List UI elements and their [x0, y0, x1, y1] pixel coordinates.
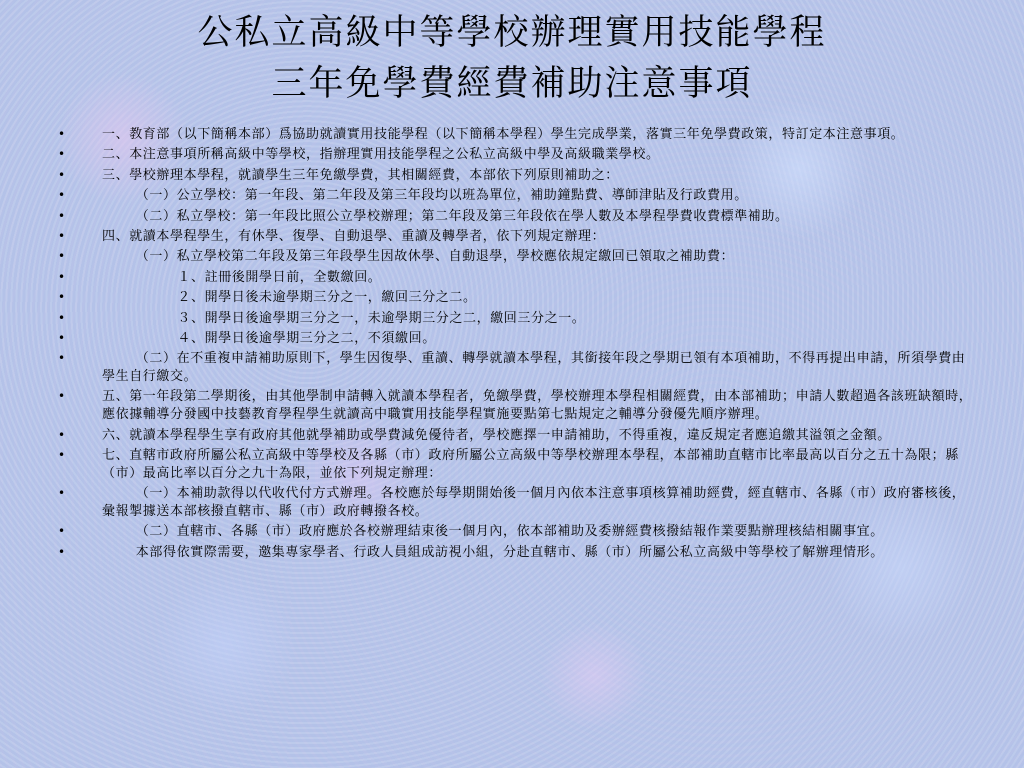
bullet-icon: •	[58, 147, 66, 162]
list-item	[58, 269, 978, 287]
title-line-1: 公私立高級中等學校辦理實用技能學程	[197, 13, 827, 53]
list-item-text: ３、開學日後逾學期三分之一，未逾學期三分之二，繳回三分之一。	[177, 310, 586, 326]
bullet-icon: •	[58, 310, 66, 325]
list-item-text: ２、開學日後未逾學期三分之一，繳回三分之二。	[177, 290, 477, 306]
list-item	[58, 388, 978, 424]
list-item-text: 五、第一年段第二學期後，由其他學制申請轉入就讀本學程者，免繳學費，學校辦理本學程相關經費，由本部補助；申請人數超過各該班缺額時，應依據輔導分發國中技藝教育學程學生就讀高中職實用技能學程實施要點第七點規定之輔導分發優先順序辦理。	[102, 389, 973, 423]
list-item-text: 二、本注意事項所稱高級中等學校，指辦理實用技能學程之公私立高級中學及高級職業學校。	[102, 147, 660, 163]
bullet-icon: •	[58, 269, 66, 284]
list-item-text: １、註冊後開學日前，全數繳回。	[177, 269, 382, 285]
list-item	[58, 350, 978, 386]
list-item	[58, 310, 978, 328]
list-item	[58, 523, 978, 541]
list-item-text: 一、教育部（以下簡稱本部）爲協助就讀實用技能學程（以下簡稱本學程）學生完成學業，落實三年免學費政策，特訂定本注意事項。	[102, 127, 905, 142]
list-item-text: （一）公立學校：第一年段、第二年段及第三年段均以班為單位，補助鐘點費、導師津貼及行政費用。	[135, 188, 748, 204]
list-item-text: 本部得依實際需要，邀集專家學者、行政人員組成訪視小組，分赴直轄市、縣（市）所屬公私立高級中等學校了解辦理情形。	[135, 544, 884, 560]
list-item	[58, 544, 978, 562]
bullet-icon: •	[58, 389, 66, 404]
list-item	[58, 146, 978, 164]
list-item-text: 四、就讀本學程學生，有休學、復學、自動退學、重讀及轉學者，依下列規定辦理：	[102, 228, 606, 244]
list-item-text: 六、就讀本學程學生享有政府其他就學補助或學費減免優待者，學校應擇一申請補助，不得重複，違反規定者應追繳其溢領之金額。	[102, 427, 891, 443]
bullet-icon: •	[58, 544, 66, 559]
list-item-text: （一）私立學校第二年段及第三年段學生因故休學、自動退學，學校應依規定繳回已領取之補助費：	[135, 249, 735, 265]
list-item	[58, 187, 978, 205]
list-item	[58, 208, 978, 226]
list-item-text: 三、學校辦理本學程，就讀學生三年免繳學費，其相關經費，本部依下列原則補助之：	[102, 167, 619, 183]
regulation-list	[58, 126, 978, 564]
list-item	[58, 485, 978, 521]
bullet-icon: •	[58, 188, 66, 203]
bullet-icon: •	[58, 208, 66, 223]
title-line-2: 三年免學費經費補助注意事項	[271, 64, 753, 104]
list-item-text: （二）在不重複申請補助原則下，學生因復學、重讀、轉學就讀本學程，其銜接年段之學期已領有本項補助，不得再提出申請，所須學費由學生自行繳交。	[102, 351, 966, 385]
bullet-icon: •	[58, 524, 66, 539]
bullet-icon: •	[58, 427, 66, 442]
list-item	[58, 167, 978, 185]
list-item-text: ４、開學日後逾學期三分之二，不須繳回。	[177, 330, 436, 346]
list-item	[58, 248, 978, 266]
bullet-icon: •	[58, 167, 66, 182]
list-item-text: （二）私立學校：第一年段比照公立學校辦理；第二年段及第三年段依在學人數及本學程學費收費標準補助。	[135, 208, 789, 224]
bullet-icon: •	[58, 249, 66, 264]
list-item	[58, 447, 978, 483]
bullet-icon: •	[58, 127, 66, 141]
bullet-icon: •	[58, 290, 66, 305]
list-item	[58, 289, 978, 307]
bullet-icon: •	[58, 448, 66, 463]
bullet-icon: •	[58, 486, 66, 501]
bullet-icon: •	[58, 330, 66, 345]
list-item-text: （一）本補助款得以代收代付方式辦理。各校應於每學期開始後一個月內依本注意事項核算補助經費，經直轄市、各縣（市）政府審核後，彙報掣據送本部核撥直轄市、縣（市）政府轉撥各校。	[102, 486, 966, 520]
list-item	[58, 330, 978, 348]
list-item-text: 七、直轄市政府所屬公私立高級中等學校及各縣（市）政府所屬公立高級中等學校辦理本學程，本部補助直轄市比率最高以百分之五十為限；縣（市）最高比率以百分之九十為限，並依下列規定辦理：	[102, 448, 959, 481]
list-item-text: （二）直轄市、各縣（市）政府應於各校辦理結束後一個月內，依本部補助及委辦經費核撥結報作業要點辦理核結相關事宜。	[135, 524, 884, 540]
list-item	[58, 126, 978, 144]
bullet-icon: •	[58, 351, 66, 366]
slide-title	[0, 8, 1024, 110]
list-item	[58, 427, 978, 445]
bullet-icon: •	[58, 228, 66, 243]
list-item	[58, 228, 978, 246]
